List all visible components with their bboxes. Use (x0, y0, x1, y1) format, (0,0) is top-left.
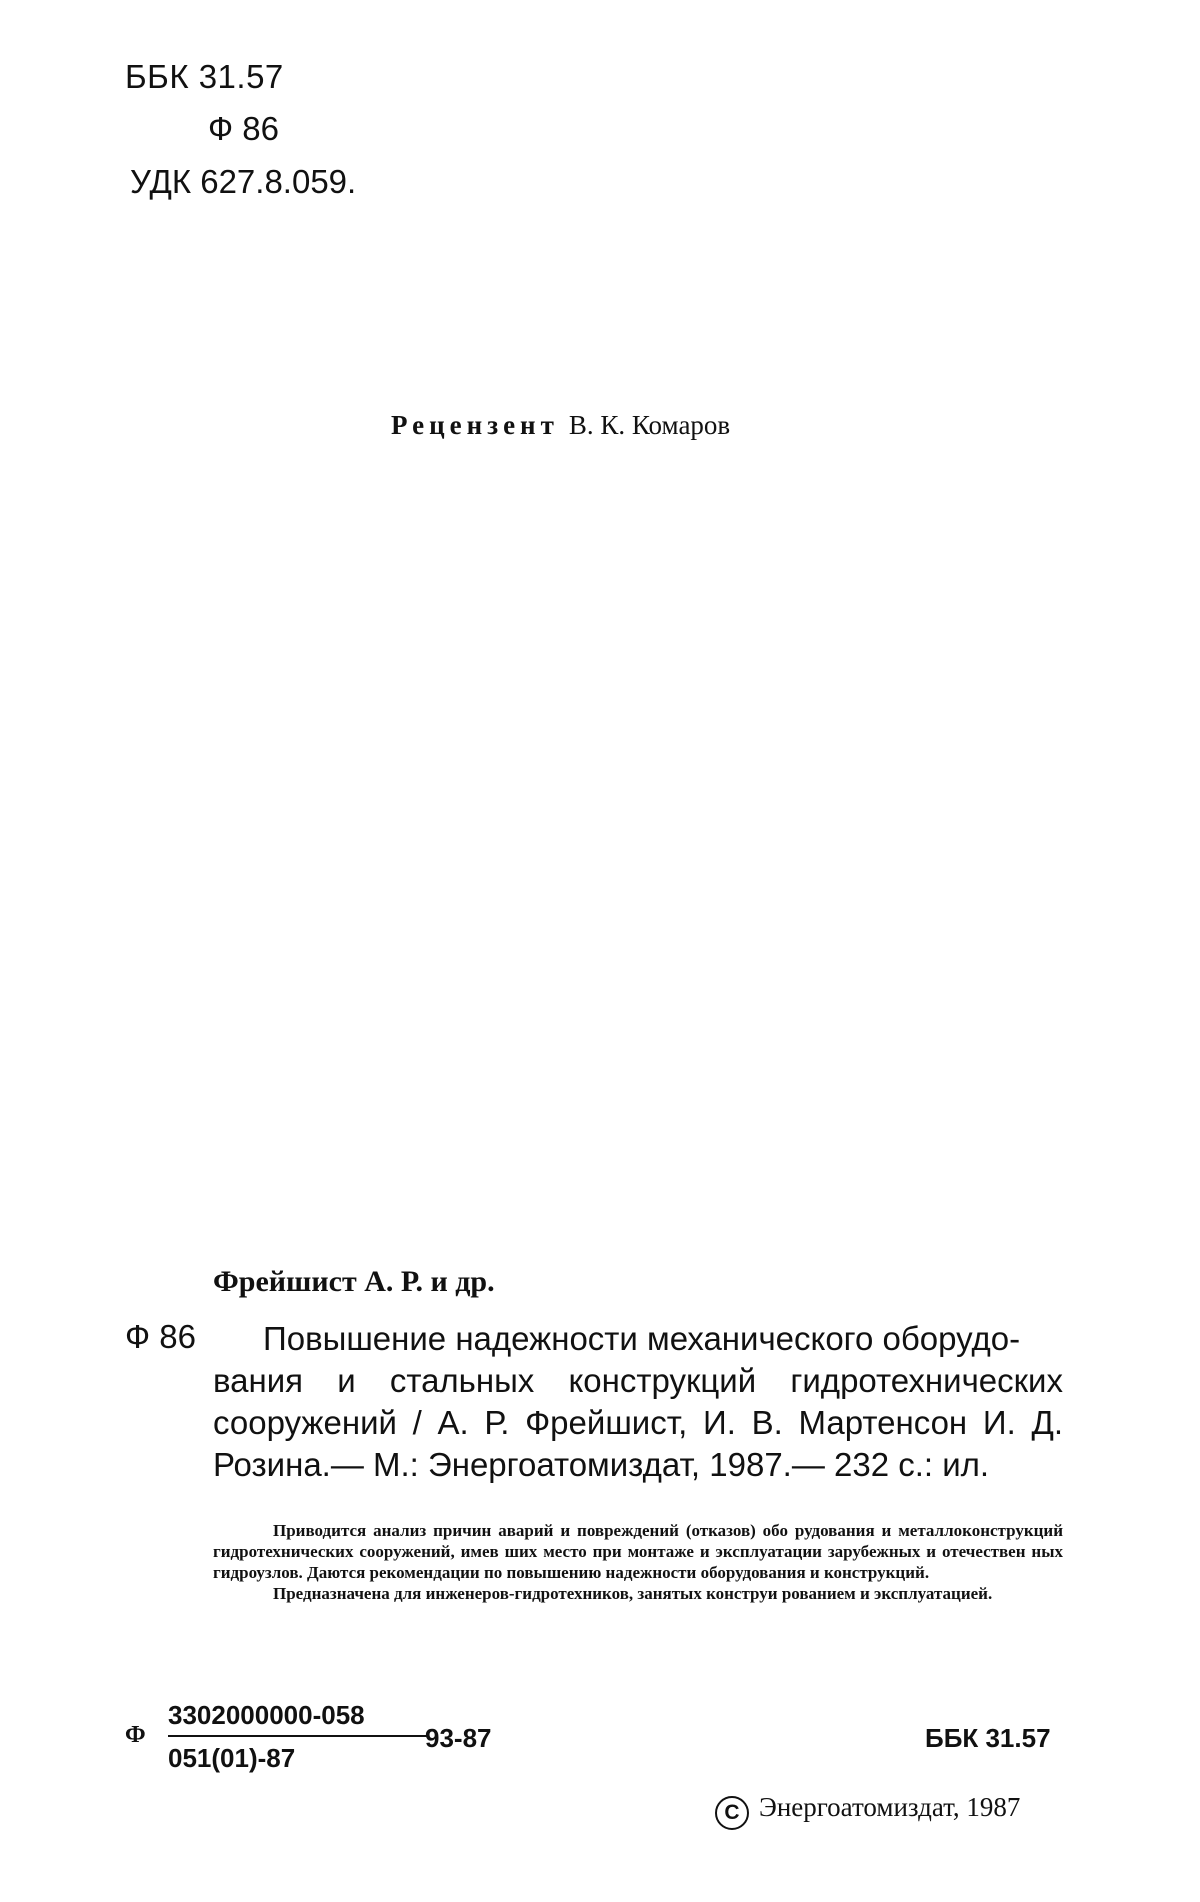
reviewer-name: В. К. Комаров (568, 410, 731, 440)
copyright-icon: С (715, 1796, 749, 1830)
annotation-paragraph-2: Предназначена для инженеров-гидротехников, занятых конструи рованием и эксплуатацией. (273, 1584, 993, 1603)
book-description (213, 1318, 1063, 1486)
udk-code: УДК 627.8.059. (130, 163, 357, 200)
annotation (213, 1520, 1063, 1604)
classification-denominator: 051(01)-87 (168, 1743, 296, 1773)
copyright-line (715, 1792, 1020, 1830)
copyright-text: Энергоатомиздат, 1987 (759, 1792, 1021, 1822)
classification-suffix: 93-87 (425, 1723, 492, 1753)
bbk-code-bottom: ББК 31.57 (925, 1723, 1051, 1753)
f-code-main: Ф 86 (125, 1318, 196, 1355)
description-rest: вания и стальных конструкций гидротехнических сооружений / А. Р. Фрейшист, И. В. Мартенсон И. Д. Розина.— М.: Энергоатомиздат, 1987.— 232 с.: ил. (213, 1362, 1063, 1483)
annotation-paragraph-1: Приводится анализ причин аварий и повреждений (отказов) обо рудования и металлоконструкций гидротехнических сооружений, имев ших место при монтаже и эксплуатации зарубежных и отечествен ных гидроузлов. Даются рекомендации по повышению надежности оборудования и конструкций. (213, 1521, 1063, 1582)
description-line-1: Повышение надежности механического оборудо- (263, 1320, 1021, 1357)
fraction-line (168, 1735, 428, 1737)
reviewer-label: Рецензент (391, 410, 559, 440)
book-author: Фрейшист А. Р. и др. (213, 1265, 495, 1298)
reviewer-line (391, 410, 730, 441)
bbk-code-top: ББК 31.57 (125, 58, 284, 95)
classification-numerator: 3302000000-058 (168, 1700, 365, 1730)
f-code-top: Ф 86 (208, 110, 279, 147)
classification-f-letter: Ф (125, 1722, 146, 1748)
